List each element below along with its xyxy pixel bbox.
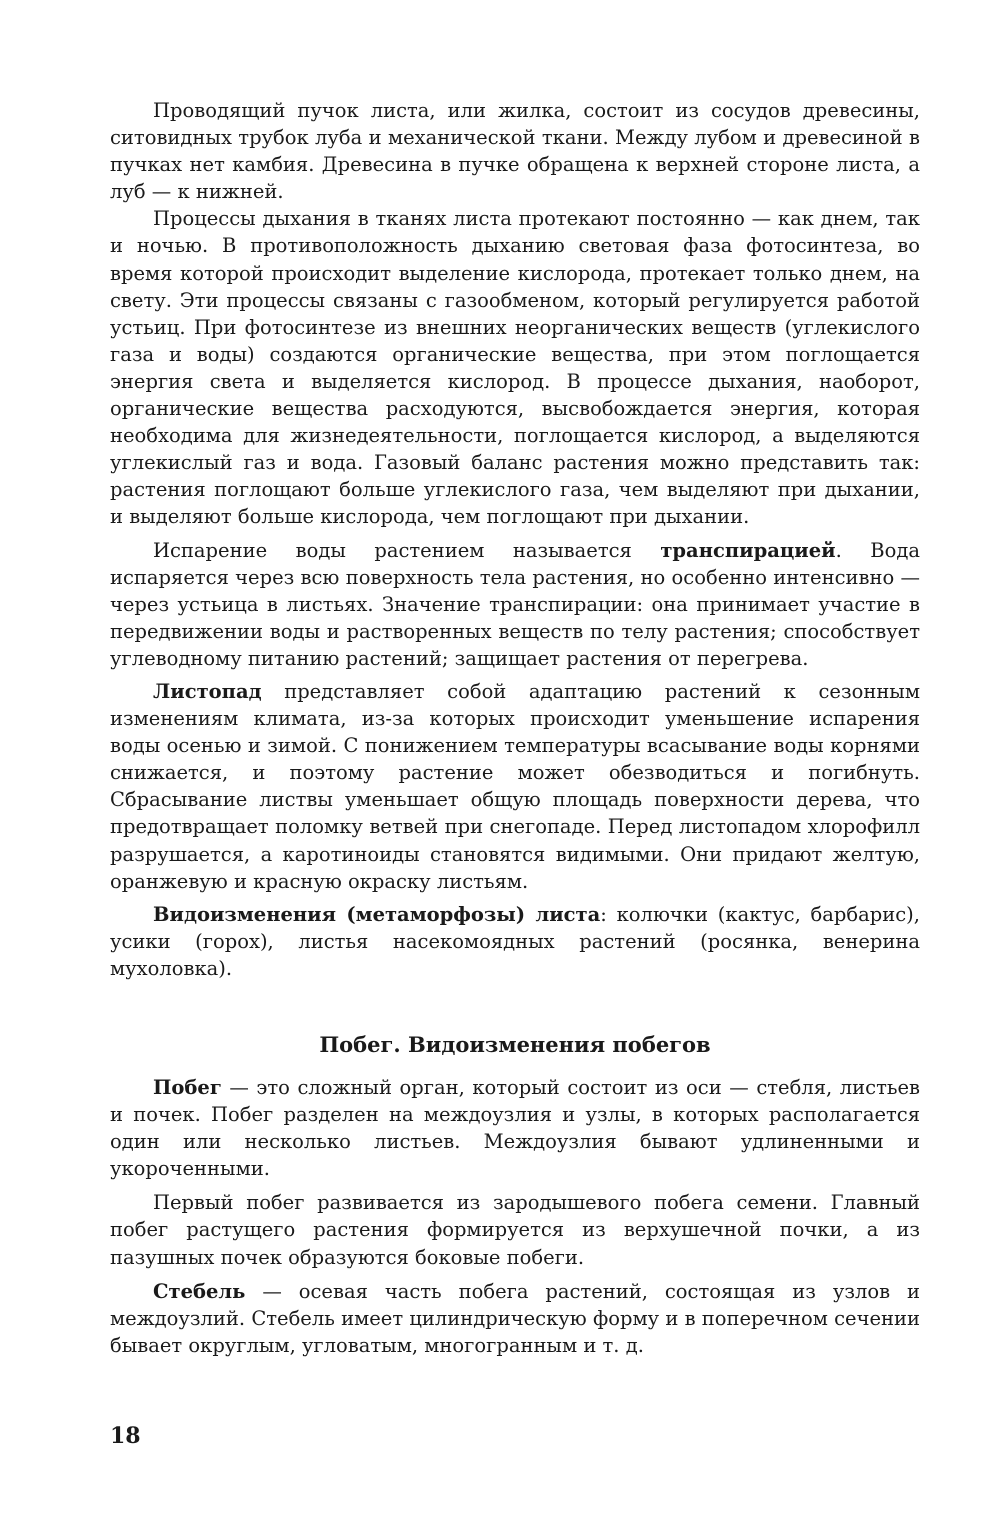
term-shoot: Побег	[153, 1076, 222, 1099]
paragraph-leaf-fall	[110, 678, 920, 895]
paragraph-shoot	[110, 1074, 920, 1182]
transpiration-rest: . Вода испаряется через всю поверхность тела растения, но особенно интенсивно — через устьица в листьях. Значение транспирации: она принимает участие в передвижении воды и растворенных веществ по телу растения; способствует углеводному питанию растений; защищает растения от перегрева.	[110, 538, 920, 670]
stem-rest: — осевая часть побега растений, состоящая из узлов и междоузлий. Стебель имеет цилиндрическую форму и в поперечном сечении бывает округлым, угловатым, многогранным и т. д.	[110, 1279, 920, 1357]
paragraph-stem	[110, 1278, 920, 1359]
section-title: Побег. Видоизменения побегов	[319, 1032, 711, 1057]
paragraph-first-shoot: Первый побег развивается из зародышевого побега семени. Главный побег растущего растения формируется из верхушечной почки, а из пазушных почек образуются боковые побеги.	[110, 1191, 920, 1269]
term-leaf-fall: Листопад	[153, 679, 262, 703]
page-body	[110, 97, 920, 1359]
paragraph-respiration: Процессы дыхания в тканях листа протекают постоянно — как днем, так и ночью. В противоположность дыханию световая фаза фотосинтеза, во время которой происходит выделение кислорода, протекает только днем, на свету. Эти процессы связаны с газообменом, который регулируется работой устьиц. При фотосинтезе из внешних неорганических веществ (углекислого газа и воды) создаются органические вещества, при этом поглощается энергия света и выделяется кислород. В процессе дыхания, наоборот, органические вещества расходуются, высвобождается энергия, которая необходима для жизнедеятельности, поглощается кислород, а выделяются углекислый газ и вода. Газовый баланс растения можно представить так: растения поглощают больше углекислого газа, чем выделяют при дыхании, и выделяют больше кислорода, чем поглощают при дыхании.	[110, 207, 920, 529]
term-leaf-modifications: Видоизменения (метаморфозы) листа	[153, 902, 601, 926]
shoot-rest: — это сложный орган, который состоит из оси — стебля, листьев и почек. Побег разделен на междоузлия и узлы, в которых располагается один или несколько листьев. Междоузлия бывают удлиненными и укороченными.	[110, 1076, 920, 1181]
term-stem: Стебель	[153, 1279, 246, 1303]
leaf-fall-rest: представляет собой адаптацию растений к сезонным изменениям климата, из-за которых происходит уменьшение испарения воды осенью и зимой. С понижением температуры всасывание воды корнями снижается, и поэтому растение может обезводиться и погибнуть. Сбрасывание листвы уменьшает общую площадь поверхности дерева, что предотвращает поломку ветвей при снегопаде. Перед листопадом хлорофилл разрушается, а каротиноиды становятся видимыми. Они придают желтую, оранжевую и красную окраску листьям.	[110, 679, 920, 893]
transpiration-lead: Испарение воды растением называется	[153, 538, 661, 562]
paragraph-vascular-bundle: Проводящий пучок листа, или жилка, состоит из сосудов древесины, ситовидных трубок луба и механической ткани. Между лубом и древесиной в пучках нет камбия. Древесина в пучке обращена к верхней стороне листа, а луб — к нижней.	[110, 99, 920, 204]
page-number: 18	[110, 1423, 141, 1449]
leaf-modifications-rest: : колючки (кактус, барбарис), усики (горох), листья насекомоядных растений (росянка, венерина мухоловка).	[110, 902, 920, 980]
term-transpiration: транспирацией	[660, 538, 836, 562]
paragraph-leaf-modifications	[110, 901, 920, 982]
paragraph-transpiration	[110, 537, 920, 672]
